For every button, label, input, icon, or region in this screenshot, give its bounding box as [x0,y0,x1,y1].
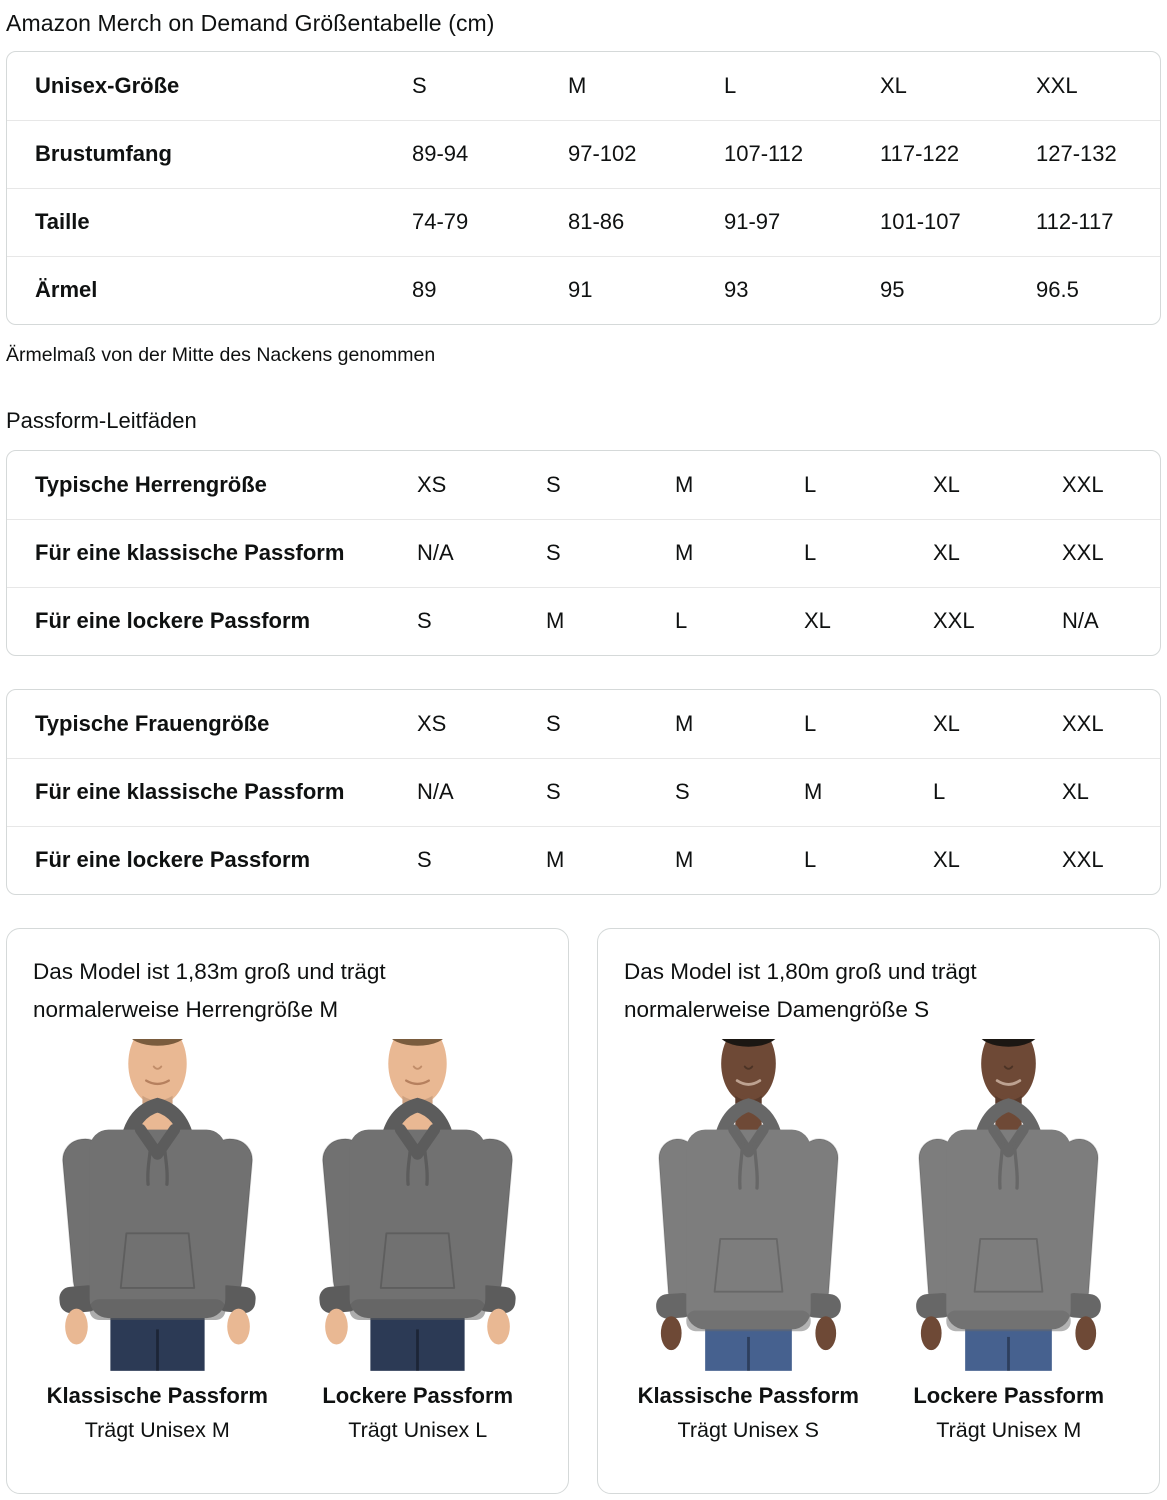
size-cell: XXL [1062,471,1104,497]
measure-cell: 107-112 [696,120,852,188]
fit-guides-heading: Passform-Leitfäden [6,408,197,433]
size-cell: S [647,758,776,826]
size-cell: XL [1034,758,1161,826]
model-figure-classic [33,1039,282,1443]
size-cell: XXL [1062,710,1104,736]
measure-cell: 93 [696,256,852,324]
row-label: Typische Herrengröße [35,471,267,497]
size-table [6,51,1161,325]
fit-size-label: Trägt Unisex M [936,1418,1082,1442]
table-row [7,188,1161,256]
sleeve-measure-note: Ärmelmaß von der Mitte des Nackens genommen [6,344,436,366]
size-cell: XXL [1034,826,1161,894]
model-photo [35,1039,280,1371]
fit-type-label: Lockere Passform [913,1383,1105,1408]
row-label: Für eine lockere Passform [7,587,389,655]
measure-cell: 101-107 [852,188,1008,256]
table-row [7,690,1161,758]
model-photo [626,1039,871,1371]
model-description: Das Model ist 1,83m groß und trägt normalerweise Herrengröße M [33,959,386,1022]
fit-type-label: Klassische Passform [637,1383,859,1408]
size-cell: XXL [905,587,1034,655]
measure-cell: 112-117 [1008,188,1161,256]
size-cell: M [518,826,647,894]
size-header-cell: M [568,72,587,98]
model-figure-classic [624,1039,873,1443]
model-figure-loose [294,1039,543,1443]
size-cell: M [647,826,776,894]
model-card-women [597,928,1160,1494]
row-label: Unisex-Größe [35,72,180,98]
size-cell: XXL [1034,519,1161,587]
measure-cell: 127-132 [1008,120,1161,188]
size-cell: XS [417,710,447,736]
figures-row [624,1039,1133,1443]
size-cell: L [905,758,1034,826]
size-cell: XL [933,471,960,497]
row-label: Taille [7,188,384,256]
size-cell: L [804,471,817,497]
table-row [7,587,1161,655]
size-cell: N/A [1034,587,1161,655]
row-label: Brustumfang [7,120,384,188]
size-cell: L [776,826,905,894]
size-cell: M [647,519,776,587]
fit-guide-table-women [6,689,1161,895]
fit-guide-table-men [6,450,1161,656]
size-cell: XL [905,826,1034,894]
size-header-cell: S [412,72,427,98]
measure-cell: 74-79 [384,188,540,256]
size-cell: L [647,587,776,655]
table-row [7,120,1161,188]
measure-cell: 117-122 [852,120,1008,188]
measure-cell: 89 [384,256,540,324]
size-cell: N/A [389,519,518,587]
size-cell: XL [905,519,1034,587]
size-cell: XL [776,587,905,655]
fit-type-label: Klassische Passform [46,1383,268,1408]
row-label: Für eine klassische Passform [7,758,389,826]
size-cell: N/A [389,758,518,826]
size-cell: M [776,758,905,826]
row-label: Für eine lockere Passform [7,826,389,894]
model-figure-loose [885,1039,1134,1443]
page-title: Amazon Merch on Demand Größentabelle (cm) [6,10,495,36]
size-cell: S [546,471,561,497]
model-card-men [6,928,569,1494]
model-cards-row [6,928,1161,1494]
size-cell: S [389,587,518,655]
size-cell: M [675,710,694,736]
measure-cell: 96.5 [1008,256,1161,324]
size-cell: XL [933,710,960,736]
size-cell: M [675,471,694,497]
table-row [7,758,1161,826]
table-row [7,451,1161,519]
size-cell: S [389,826,518,894]
model-photo [295,1039,540,1371]
size-cell: L [804,710,817,736]
size-header-cell: XL [880,72,907,98]
fit-size-label: Trägt Unisex S [677,1418,819,1442]
figures-row [33,1039,542,1443]
model-photo [886,1039,1131,1371]
row-label: Für eine klassische Passform [7,519,389,587]
size-cell: XS [417,471,447,497]
table-row [7,519,1161,587]
measure-cell: 97-102 [540,120,696,188]
row-label: Ärmel [7,256,384,324]
measure-cell: 91 [540,256,696,324]
table-row [7,256,1161,324]
row-label: Typische Frauengröße [35,710,270,736]
size-cell: S [518,758,647,826]
fit-size-label: Trägt Unisex L [348,1418,488,1442]
size-cell: S [518,519,647,587]
size-cell: S [546,710,561,736]
measure-cell: 81-86 [540,188,696,256]
table-row [7,52,1161,120]
size-cell: M [518,587,647,655]
fit-size-label: Trägt Unisex M [84,1418,230,1442]
size-cell: L [776,519,905,587]
fit-type-label: Lockere Passform [322,1383,514,1408]
measure-cell: 95 [852,256,1008,324]
model-description: Das Model ist 1,80m groß und trägt normalerweise Damengröße S [624,959,977,1022]
measure-cell: 89-94 [384,120,540,188]
table-row [7,826,1161,894]
size-header-cell: XXL [1036,72,1078,98]
measure-cell: 91-97 [696,188,852,256]
size-header-cell: L [724,72,737,98]
